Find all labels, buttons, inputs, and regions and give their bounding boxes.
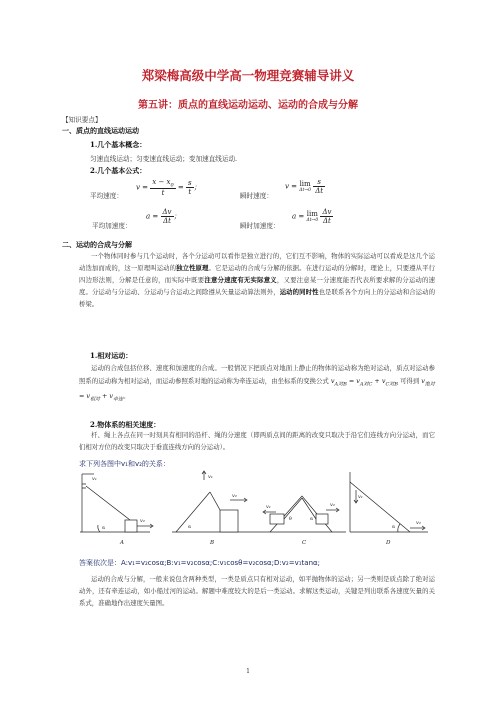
section2-sub2: 2.物体系的相关速度： bbox=[90, 420, 161, 429]
svg-text:v₂: v₂ bbox=[416, 520, 421, 526]
svg-text:v₁: v₁ bbox=[266, 504, 271, 510]
section2-para4: 运动的合成与分解，一般来说包含两种类型，一类是质点只有相对运动，如平抛物体的运动；另一类则是质点除了绝对运动外，还有牵连运动，如小船过河的运动。解题中难度较大的是后一类运动。求解这类运动，关键是列出联系各速度矢量的关系式，准确地作出速度矢量图。 bbox=[79, 575, 435, 607]
svg-text:θ: θ bbox=[289, 517, 292, 522]
simultaneity: 运动的同时性 bbox=[279, 287, 319, 296]
velocity-figures bbox=[80, 470, 430, 552]
svg-text:v₂: v₂ bbox=[140, 518, 145, 524]
figure-label-d: D bbox=[386, 540, 391, 546]
svg-text:α: α bbox=[392, 525, 396, 530]
section2-para1: 一个物体同时参与几个运动时，各个分运动可以看作是独立进行的，它们互不影响，物体的实际运动可以看成是这几个运动迭加而成的，这一原理叫运动的独立性原理。它是运动的合成与分解的依据。在进行运动的分解时，理论上，只要遵从平行四边形法则，分解是任意的，而实际中既要注意分速度有无实际意义，又要注意某一分速度能否代表所要求解的分运动的速度。分运动与分运动、分运动与合运动之间除遵从矢量运动算法则外，运动的同时性也是联系各个方向上的分运动和合运动的桥梁。 bbox=[79, 252, 436, 308]
svg-text:v₂: v₂ bbox=[330, 502, 335, 508]
svg-text:v₁: v₁ bbox=[358, 494, 363, 500]
svg-text:v₂: v₂ bbox=[232, 493, 237, 499]
figure-b bbox=[172, 471, 258, 532]
avg-accel-formula: a = $\frac{\Delta v}{\Delta t}$ ； bbox=[146, 208, 181, 225]
inst-velocity-label: 瞬时速度： bbox=[240, 192, 273, 200]
independence-principle: 独立性原理 bbox=[176, 263, 209, 272]
velocity-meaning-note: 注意分速度有无实际意义 bbox=[204, 275, 277, 284]
figure-label-c: C bbox=[302, 540, 307, 546]
answer-text: 答案依次是：A:v₁=v₂cosα;B:v₁=v₂cosα;C:v₁cosθ=v₂cosα;D:v₂=v₁tanα; bbox=[79, 559, 320, 567]
page-title: 郑梁梅高级中学高一物理竞赛辅导讲义 bbox=[141, 68, 355, 83]
figure-label-a: A bbox=[120, 540, 124, 546]
inst-accel-label: 瞬时加速度： bbox=[240, 222, 280, 230]
section1-sub1-text: 匀速直线运动；匀变速直线运动；变加速直线运动. bbox=[90, 155, 238, 163]
svg-text:α: α bbox=[102, 526, 106, 531]
svg-text:α: α bbox=[310, 517, 314, 522]
section2-para2: 运动的合成包括位移、速度和加速度的合成。一般情况下把质点对地面上静止的物体的运动称为绝对运动，质点对运动参照系的运动称为相对运动，而运动参照系对地的运动称为牵连运动，由坐标系的变换公式 $v_{A对B} = v_{A对C} + v_{C对B}$ 可得到 $v_{绝对} = v_{相对} + v_{牵连}$。 bbox=[79, 364, 435, 403]
section2-para3: 杆、绳上各点在同一时刻具有相同的沿杆、绳的分速度（即两质点间的距离的改变只取决于沿它们连线方向分运动，而它们相对方位的改变只取决于垂直连线方向的分运动）。 bbox=[79, 431, 435, 451]
svg-text:v₁: v₁ bbox=[92, 476, 97, 482]
section2-heading: 二、运动的合成与分解 bbox=[62, 240, 132, 249]
question-text: 求下列各图中v₁和v₂的关系： bbox=[79, 460, 170, 468]
svg-text:v₁: v₁ bbox=[208, 474, 213, 480]
transform-formula-1: $v_{A对B} = v_{A对C} + v_{C对B}$ bbox=[330, 376, 398, 387]
section1-heading: 一、质点的直线运动运动 bbox=[62, 126, 139, 135]
figure-label-b: B bbox=[210, 540, 215, 546]
avg-accel-label: 平均加速度： bbox=[92, 222, 132, 230]
section2-sub1: 1.相对运动： bbox=[90, 351, 133, 360]
svg-text:α: α bbox=[188, 525, 192, 530]
lecture-title: 第五讲：质点的直线运动运动、运动的合成与分解 bbox=[138, 100, 358, 111]
inst-accel-formula: a = lim Δt→0 $\frac{\Delta v}{\Delta t}$ bbox=[292, 208, 332, 225]
page-number: 1 bbox=[246, 668, 250, 675]
avg-velocity-label: 平均速度： bbox=[90, 192, 123, 200]
knowledge-points-label: 【知识要点】 bbox=[62, 116, 102, 124]
section1-sub1: 1.几个基本概念： bbox=[90, 140, 147, 149]
transform-formula-2: $v_{绝对} = v_{相对} + v_{牵连}$ bbox=[79, 376, 435, 403]
section1-sub2: 2.几个基本公式： bbox=[90, 166, 147, 175]
inst-velocity-formula: v = lim Δt→0 $\frac{s}{\Delta t}$ bbox=[285, 178, 324, 195]
avg-velocity-formula: v = $\frac{x - x_0}{t}$ = $\frac{s}{t}$ ； bbox=[136, 178, 201, 198]
